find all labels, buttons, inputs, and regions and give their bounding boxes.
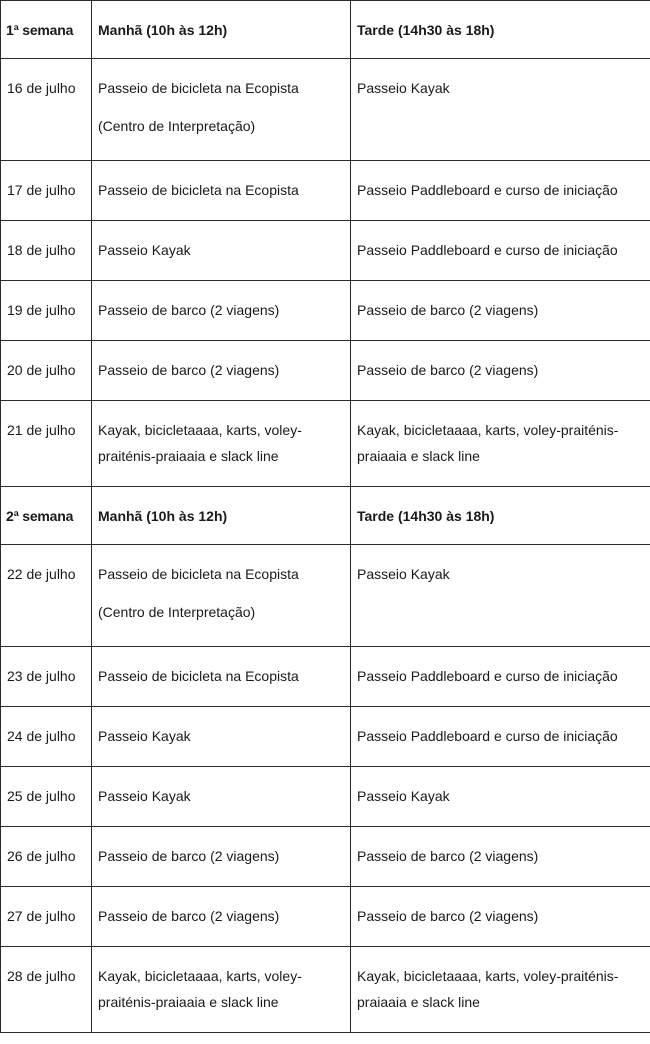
afternoon-cell: [351, 647, 650, 707]
activity-line: Passeio de barco (2 viagens): [357, 302, 539, 318]
morning-cell: [92, 161, 351, 221]
afternoon-column-header: Tarde (14h30 às 18h): [351, 487, 650, 545]
morning-cell: [92, 545, 351, 647]
table-row: [1, 707, 650, 767]
activity-line: praiténis-praiaaia e slack line: [98, 994, 279, 1010]
afternoon-cell: [351, 545, 650, 647]
week-label: 1ª semana: [1, 1, 92, 59]
activity-line: Passeio Paddleboard e curso de iniciação: [357, 668, 618, 684]
morning-column-header: Manhã (10h às 12h): [92, 487, 351, 545]
activity-line: Kayak, bicicletaaaa, karts, voley-praiténis-: [357, 968, 619, 984]
activity-line: Passeio Kayak: [357, 788, 450, 804]
table-row: [1, 827, 650, 887]
activity-line: Passeio de bicicleta na Ecopista: [98, 566, 299, 582]
date-cell: 28 de julho: [1, 947, 92, 1033]
activity-line: Passeio Kayak: [98, 788, 191, 804]
table-row: [1, 647, 650, 707]
morning-cell: [92, 707, 351, 767]
morning-cell: [92, 827, 351, 887]
table-row: [1, 161, 650, 221]
activity-line: Passeio Paddleboard e curso de iniciação: [357, 182, 618, 198]
table-row: [1, 341, 650, 401]
activity-line: Passeio de bicicleta na Ecopista: [98, 668, 299, 684]
activity-line: Passeio Kayak: [98, 728, 191, 744]
date-cell: 27 de julho: [1, 887, 92, 947]
date-cell: 21 de julho: [1, 401, 92, 487]
table-row: [1, 887, 650, 947]
week-2-header-row: [1, 487, 650, 545]
table-row: [1, 281, 650, 341]
activity-line: (Centro de Interpretação): [98, 604, 256, 620]
activity-line: Passeio Paddleboard e curso de iniciação: [357, 242, 618, 258]
afternoon-cell: [351, 59, 650, 161]
date-cell: 23 de julho: [1, 647, 92, 707]
activity-line: Passeio de barco (2 viagens): [98, 302, 280, 318]
date-cell: 26 de julho: [1, 827, 92, 887]
table-row: [1, 947, 650, 1033]
activity-line: Passeio de bicicleta na Ecopista: [98, 80, 299, 96]
date-cell: 22 de julho: [1, 545, 92, 647]
afternoon-cell: [351, 887, 650, 947]
morning-cell: [92, 401, 351, 487]
morning-cell: [92, 767, 351, 827]
activity-line: Passeio de barco (2 viagens): [98, 908, 280, 924]
table-row: [1, 545, 650, 647]
date-cell: 17 de julho: [1, 161, 92, 221]
morning-cell: [92, 887, 351, 947]
table-row: [1, 401, 650, 487]
afternoon-cell: [351, 161, 650, 221]
activity-line: praiaaia e slack line: [357, 994, 480, 1010]
activity-line: Passeio de barco (2 viagens): [98, 848, 280, 864]
activity-line: Passeio de barco (2 viagens): [98, 362, 280, 378]
activity-line: Passeio de barco (2 viagens): [357, 362, 539, 378]
activity-line: praiténis-praiaaia e slack line: [98, 448, 279, 464]
date-cell: 18 de julho: [1, 221, 92, 281]
morning-cell: [92, 59, 351, 161]
date-cell: 16 de julho: [1, 59, 92, 161]
afternoon-cell: [351, 707, 650, 767]
activity-line: Passeio de barco (2 viagens): [357, 848, 539, 864]
afternoon-cell: [351, 341, 650, 401]
table-row: [1, 767, 650, 827]
date-cell: 19 de julho: [1, 281, 92, 341]
week-label: 2ª semana: [1, 487, 92, 545]
date-cell: 24 de julho: [1, 707, 92, 767]
date-cell: 25 de julho: [1, 767, 92, 827]
activity-line: Passeio de barco (2 viagens): [357, 908, 539, 924]
morning-column-header: Manhã (10h às 12h): [92, 1, 351, 59]
date-cell: 20 de julho: [1, 341, 92, 401]
afternoon-cell: [351, 221, 650, 281]
afternoon-column-header: Tarde (14h30 às 18h): [351, 1, 650, 59]
activity-line: Kayak, bicicletaaaa, karts, voley-: [98, 968, 302, 984]
afternoon-cell: [351, 401, 650, 487]
afternoon-cell: [351, 281, 650, 341]
activity-line: Passeio Kayak: [98, 242, 191, 258]
table-row: [1, 221, 650, 281]
morning-cell: [92, 281, 351, 341]
activity-line: praiaaia e slack line: [357, 448, 480, 464]
activity-line: Kayak, bicicletaaaa, karts, voley-praiténis-: [357, 422, 619, 438]
activity-line: Passeio de bicicleta na Ecopista: [98, 182, 299, 198]
week-1-header-row: [1, 1, 650, 59]
activity-line: Passeio Kayak: [357, 566, 450, 582]
morning-cell: [92, 947, 351, 1033]
activity-line: Passeio Paddleboard e curso de iniciação: [357, 728, 618, 744]
morning-cell: [92, 647, 351, 707]
activity-line: (Centro de Interpretação): [98, 118, 256, 134]
morning-cell: [92, 341, 351, 401]
morning-cell: [92, 221, 351, 281]
afternoon-cell: [351, 947, 650, 1033]
table-row: [1, 59, 650, 161]
activity-line: Kayak, bicicletaaaa, karts, voley-: [98, 422, 302, 438]
afternoon-cell: [351, 767, 650, 827]
activity-line: Passeio Kayak: [357, 80, 450, 96]
afternoon-cell: [351, 827, 650, 887]
